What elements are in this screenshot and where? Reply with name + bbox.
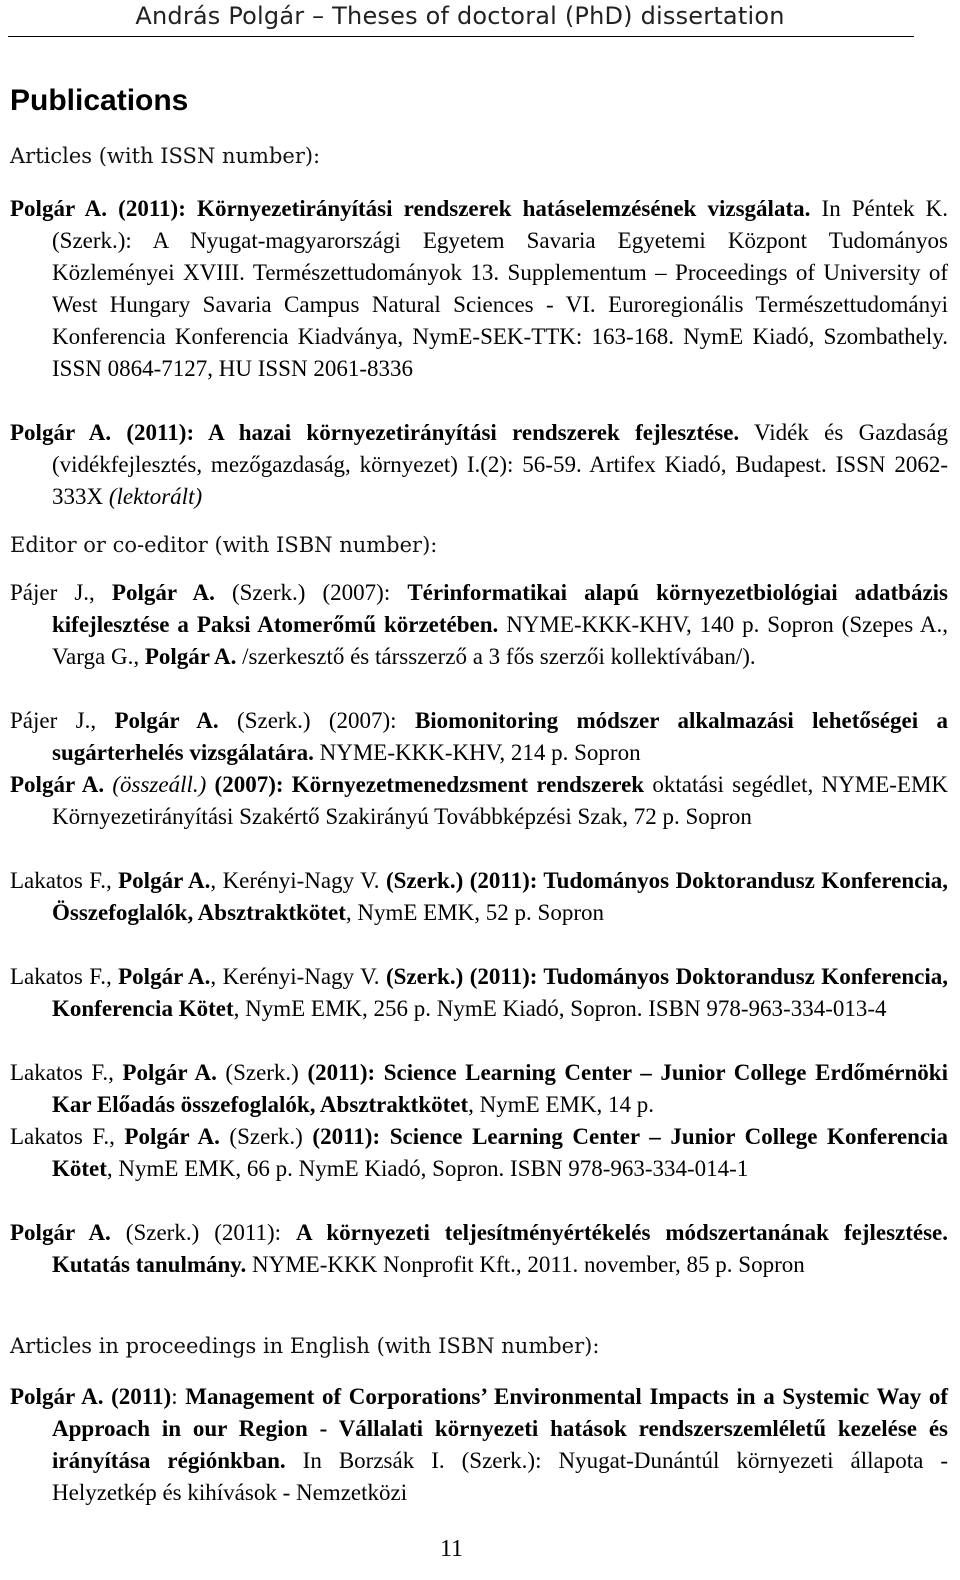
page-number: 11	[439, 1536, 464, 1562]
publication-entry	[10, 417, 948, 513]
entry-text: (Szerk.)	[219, 1124, 313, 1149]
section-label-proceedings: Articles in proceedings in English (with ISBN number):	[10, 1334, 600, 1358]
entry-bold-text: Térinformatikai alapú környezetbiológiai adatbázis kifejlesztése a Paksi Atomerőmű körzetében.	[52, 580, 949, 637]
publication-entry	[10, 577, 948, 673]
entry-bold-text: Management of Corporations’ Environmental Impacts in a Systemic Way of Approach in our Region - Vállalati környezeti hatások rendszerszemléletű kezelése és irányítása régiónkban.	[52, 1384, 949, 1473]
entry-text: :	[171, 1384, 186, 1409]
entry-bold-text: Polgár A. (2011)	[10, 1384, 172, 1409]
entry-bold-text: (2011): Science Learning Center – Junior College Konferencia Kötet	[52, 1124, 948, 1181]
entry-text: (Szerk.) (2007):	[214, 580, 408, 605]
publication-entry	[10, 769, 948, 833]
entry-text: Lakatos F.,	[10, 1124, 125, 1149]
entry-bold-text: Polgár A.	[118, 964, 211, 989]
entry-text: /szerkesztő és társszerző a 3 fős szerzői kollektívában/).	[236, 644, 756, 669]
entry-text: Pájer J.,	[10, 580, 112, 605]
publication-entry	[10, 865, 948, 929]
entry-text: Lakatos F.,	[10, 964, 119, 989]
entry-text	[206, 772, 214, 797]
entry-bold-text: Polgár A. (2011): A hazai környezetirányítási rendszerek fejlesztése.	[10, 420, 740, 445]
entry-text: (Szerk.)	[216, 1060, 308, 1085]
entry-bold-text: Polgár A. (2011): Környezetirányítási rendszerek hatáselemzésének vizsgálata.	[10, 196, 811, 221]
entry-bold-text: Polgár A.	[124, 1124, 220, 1149]
entry-text: NYME-KKK Nonprofit Kft., 2011. november, 85 p. Sopron	[246, 1252, 805, 1277]
entry-text: Vidék és Gazdaság (vidékfejlesztés, mezőgazdaság, környezet) I.(2): 56-59. Artifex Kiadó, Budapest. ISSN 2062-333X	[52, 420, 948, 509]
section-label-articles: Articles (with ISSN number):	[10, 144, 321, 168]
entry-bold-text: Biomonitoring módszer alkalmazási lehetőségei a sugárterhelés vizsgálatára.	[52, 708, 948, 765]
section-heading: Publications	[10, 84, 189, 117]
entry-italic-text: (összeáll.)	[112, 772, 207, 797]
publication-entry	[10, 1217, 948, 1281]
entry-text: , Kerényi-Nagy V.	[210, 868, 386, 893]
entry-text: , NymE EMK, 14 p.	[468, 1092, 655, 1117]
publication-entry	[10, 705, 948, 769]
entry-bold-text: Polgár A.	[144, 644, 237, 669]
publication-entry	[10, 961, 948, 1025]
entry-bold-text: (2011): Science Learning Center – Junior College Erdőmérnöki Kar Előadás összefoglalók, Absztraktkötet	[52, 1060, 948, 1117]
entry-text: Pájer J.,	[10, 708, 115, 733]
entry-text: , NymE EMK, 256 p. NymE Kiadó, Sopron. ISBN 978-963-334-013-4	[233, 996, 887, 1021]
entry-text: Lakatos F.,	[10, 868, 119, 893]
header-rule	[8, 36, 914, 37]
publication-entry	[10, 1381, 948, 1509]
section-label-editor: Editor or co-editor (with ISBN number):	[10, 533, 438, 557]
entry-bold-text: Polgár A.	[122, 1060, 217, 1085]
entry-bold-text: Polgár A.	[111, 580, 215, 605]
entry-text: oktatási segédlet, NYME-EMK Környezetirányítási Szakértő Szakirányú Továbbképzési Szak, 72 p. Sopron	[52, 772, 949, 829]
publication-entry	[10, 1121, 948, 1185]
entry-bold-text: Polgár A.	[118, 868, 211, 893]
entry-text: In Péntek K. (Szerk.): A Nyugat-magyarországi Egyetem Savaria Egyetemi Központ Tudományos Közleményei XVIII. Természettudományok 13. Supplementum – Proceedings of University of West Hungary Savaria Campus Natural Sciences - VI. Euroregionális Természettudományi Konferencia Konferencia Kiadványa, NymE-SEK-TTK: 163-168. NymE Kiadó, Szombathely. ISSN 0864-7127, HU ISSN 2061-8336	[52, 196, 948, 381]
entry-bold-text: (Szerk.) (2011): Tudományos Doktorandusz Konferencia, Összefoglalók, Absztraktkötet	[52, 868, 948, 925]
entry-text: , Kerényi-Nagy V.	[210, 964, 386, 989]
entry-bold-text: Polgár A.	[10, 772, 105, 797]
entry-text: Lakatos F.,	[10, 1060, 123, 1085]
entry-bold-text: Polgár A.	[10, 1220, 111, 1245]
entry-text: In Borzsák I. (Szerk.): Nyugat-Dunántúl környezeti állapota - Helyzetkép és kihívások - Nemzetközi	[52, 1448, 949, 1505]
entry-text: , NymE EMK, 66 p. NymE Kiadó, Sopron. ISBN 978-963-334-014-1	[106, 1156, 749, 1181]
entry-text: , NymE EMK, 52 p. Sopron	[345, 900, 604, 925]
publication-entry	[10, 193, 948, 385]
running-header: András Polgár – Theses of doctoral (PhD) dissertation	[135, 2, 785, 30]
publication-entry	[10, 1057, 948, 1121]
entry-bold-text: (2007): Környezetmenedzsment rendszerek	[214, 772, 645, 797]
entry-bold-text: A környezeti teljesítményértékelés módszertanának fejlesztése. Kutatás tanulmány.	[52, 1220, 949, 1277]
entry-text: (Szerk.) (2007):	[218, 708, 415, 733]
entry-text: (Szerk.) (2011):	[110, 1220, 297, 1245]
entry-text: NYME-KKK-KHV, 214 p. Sopron	[313, 740, 641, 765]
entry-bold-text: Polgár A.	[114, 708, 219, 733]
entry-italic-text: (lektorált)	[108, 484, 203, 509]
entry-text: NYME-KKK-KHV, 140 p. Sopron (Szepes A., Varga G.,	[52, 612, 948, 669]
entry-bold-text: (Szerk.) (2011): Tudományos Doktorandusz Konferencia, Konferencia Kötet	[52, 964, 948, 1021]
